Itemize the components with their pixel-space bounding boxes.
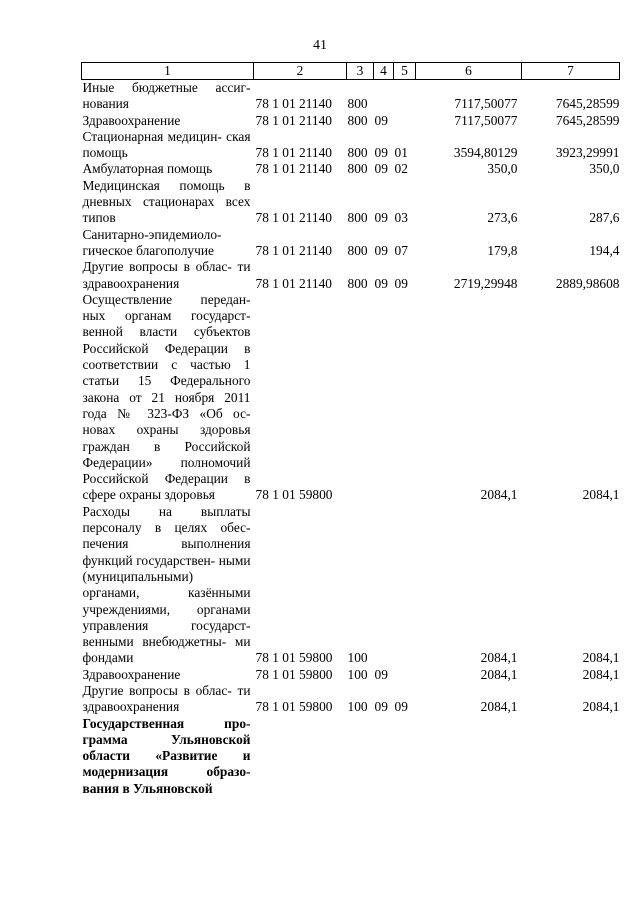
row-name-cell: Государственная про- грамма Ульяновской области «Развитие и модернизация образо- вания в Ульяновской <box>82 715 251 796</box>
subsection-cell: 07 <box>394 242 408 258</box>
column-header-7: 7 <box>522 63 620 80</box>
amount-col7-cell: 350,0 <box>589 161 620 177</box>
subsection-cell <box>394 292 416 504</box>
expense-type-cell: 800 <box>347 275 368 291</box>
amount-col6-cell: 350,0 <box>487 161 518 177</box>
subsection-cell <box>394 716 416 797</box>
amount-col6-cell: 2719,29948 <box>453 275 518 291</box>
table-row <box>82 683 620 716</box>
row-name-cell: Здравоохранение <box>82 666 181 682</box>
table-body <box>82 80 620 798</box>
target-code-cell: 78 1 01 21140 <box>255 242 332 258</box>
amount-col6-cell: 273,6 <box>487 210 518 226</box>
section-cell <box>374 292 394 504</box>
amount-col6-cell: 2084,1 <box>480 666 518 682</box>
row-name-cell: Стационарная медицин- ская помощь <box>82 128 251 161</box>
target-code-cell: 78 1 01 21140 <box>255 210 332 226</box>
row-name-cell: Осуществление передан- ных органам государст- венной власти субъектов Российской Федерации в соответствии с частью 1 статьи 15 Федерального закона от 21 ноября 2011 года № 323-ФЗ «Об ос- новах охраны здоровья граждан в Российской Федерации» полномочий Российской Федерации в сфере охраны здоровья <box>82 291 251 503</box>
amount-col6-cell: 2084,1 <box>480 699 518 715</box>
row-name-cell: Медицинская помощь в дневных стационарах всех типов <box>82 177 251 226</box>
target-code-cell: 78 1 01 21140 <box>255 161 332 177</box>
header-row <box>82 63 620 80</box>
table-row <box>82 667 620 683</box>
expense-type-cell: 100 <box>347 650 368 666</box>
row-name-cell: Другие вопросы в облас- ти здравоохранения <box>82 682 251 715</box>
page-number: 41 <box>313 38 327 53</box>
expense-type-cell: 800 <box>347 145 368 161</box>
table-row <box>82 178 620 227</box>
row-name-cell: Амбулаторная помощь <box>82 161 213 177</box>
column-header-1: 1 <box>82 63 254 80</box>
table-row <box>82 259 620 292</box>
expense-type-cell: 800 <box>347 210 368 226</box>
target-code-cell <box>254 716 347 797</box>
row-name-cell: Здравоохранение <box>82 112 181 128</box>
table-row <box>82 80 620 113</box>
amount-col7-cell: 2084,1 <box>582 650 620 666</box>
table-header <box>82 63 620 80</box>
target-code-cell: 78 1 01 59800 <box>255 487 333 503</box>
amount-col7-cell: 7645,28599 <box>555 112 620 128</box>
target-code-cell: 78 1 01 59800 <box>255 650 333 666</box>
expense-type-cell: 800 <box>347 161 368 177</box>
expense-type-cell: 800 <box>347 96 368 112</box>
subsection-cell: 09 <box>394 275 408 291</box>
amount-col7-cell: 7645,28599 <box>555 96 620 112</box>
subsection-cell: 01 <box>394 145 408 161</box>
section-cell: 09 <box>374 112 388 128</box>
section-cell: 09 <box>374 242 388 258</box>
target-code-cell: 78 1 01 21140 <box>255 275 332 291</box>
expense-type-cell: 100 <box>347 699 368 715</box>
target-code-cell: 78 1 01 59800 <box>255 699 333 715</box>
amount-col7-cell: 2889,98608 <box>555 275 620 291</box>
expense-type-cell: 800 <box>347 112 368 128</box>
budget-table <box>81 62 620 797</box>
amount-col6-cell: 7117,50077 <box>454 96 518 112</box>
amount-col7-cell <box>522 716 620 797</box>
subsection-cell <box>394 80 416 113</box>
row-name-cell: Другие вопросы в облас- ти здравоохранения <box>82 259 251 291</box>
section-cell: 09 <box>374 666 388 682</box>
table-row <box>82 716 620 797</box>
amount-col7-cell: 2084,1 <box>582 666 620 682</box>
amount-col7-cell: 3923,29991 <box>555 145 620 161</box>
amount-col6-cell: 2084,1 <box>480 650 518 666</box>
table-row <box>82 113 620 129</box>
row-name-cell: Иные бюджетные ассиг- нования <box>82 80 251 112</box>
column-header-6: 6 <box>416 63 522 80</box>
section-cell: 09 <box>374 145 388 161</box>
column-header-4: 4 <box>374 63 394 80</box>
amount-col6-cell: 3594,80129 <box>453 145 518 161</box>
section-cell <box>374 716 394 797</box>
subsection-cell <box>394 667 416 683</box>
subsection-cell: 02 <box>394 161 408 177</box>
row-name-cell: Расходы на выплаты персоналу в целях обес- печения выполнения функций государствен- ными (муниципальными) органами, казёнными учреждениями, органами управления государст- венными внебюджетны- ми фондами <box>82 503 251 666</box>
subsection-cell <box>394 113 416 129</box>
expense-type-cell <box>347 716 374 797</box>
table-row <box>82 161 620 177</box>
target-code-cell: 78 1 01 21140 <box>255 96 332 112</box>
section-cell: 09 <box>374 699 388 715</box>
table-row <box>82 129 620 162</box>
section-cell: 09 <box>374 210 388 226</box>
section-cell <box>374 80 394 113</box>
expense-type-cell: 100 <box>347 666 368 682</box>
amount-col6-cell: 2084,1 <box>480 487 518 503</box>
table-row <box>82 227 620 260</box>
amount-col6-cell: 7117,50077 <box>454 112 518 128</box>
amount-col7-cell: 194,4 <box>589 242 620 258</box>
section-cell <box>374 504 394 667</box>
section-cell: 09 <box>374 275 388 291</box>
section-cell: 09 <box>374 161 388 177</box>
column-header-3: 3 <box>347 63 374 80</box>
target-code-cell: 78 1 01 59800 <box>255 666 333 682</box>
expense-type-cell: 800 <box>347 242 368 258</box>
subsection-cell <box>394 504 416 667</box>
target-code-cell: 78 1 01 21140 <box>255 145 332 161</box>
amount-col7-cell: 2084,1 <box>582 487 620 503</box>
table-row <box>82 504 620 667</box>
column-header-5: 5 <box>394 63 416 80</box>
amount-col7-cell: 2084,1 <box>582 699 620 715</box>
target-code-cell: 78 1 01 21140 <box>255 112 332 128</box>
subsection-cell: 03 <box>394 210 408 226</box>
amount-col7-cell: 287,6 <box>589 210 620 226</box>
expense-type-cell <box>347 292 374 504</box>
amount-col6-cell: 179,8 <box>487 242 518 258</box>
column-header-2: 2 <box>254 63 347 80</box>
amount-col6-cell <box>416 716 522 797</box>
subsection-cell: 09 <box>394 699 408 715</box>
table-row <box>82 292 620 504</box>
row-name-cell: Санитарно-эпидемиоло- гическое благополучие <box>82 226 222 258</box>
